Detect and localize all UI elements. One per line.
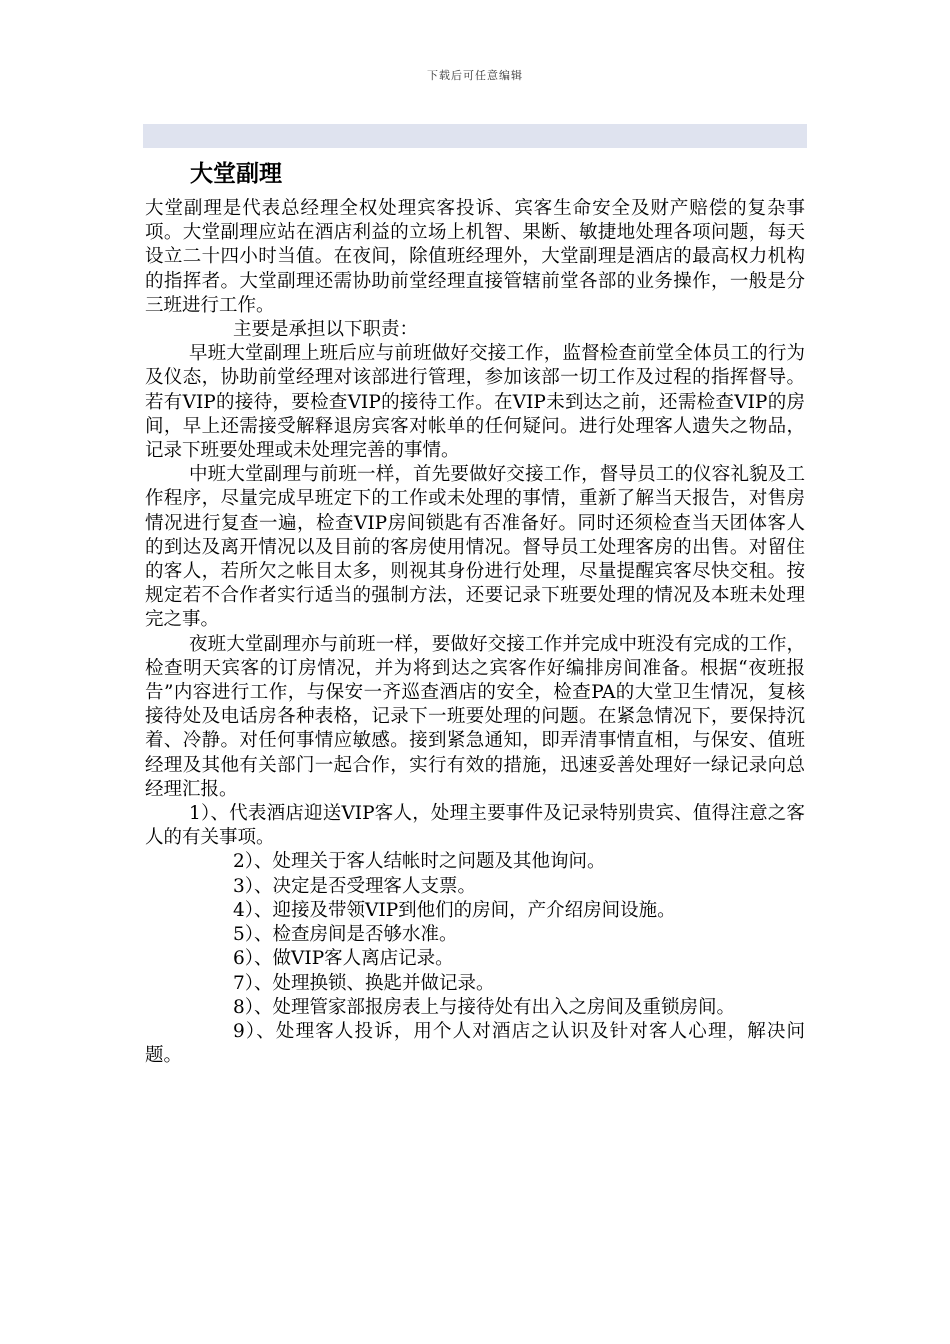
duty-item-6: 6）、做VIP客人离店记录。	[233, 948, 454, 970]
duty-item-8: 8）、处理管家部报房表上与接待处有出入之房间及重锁房间。	[233, 996, 736, 1018]
duty-item-2: 2）、处理关于客人结帐时之问题及其他询问。	[233, 851, 606, 873]
document-title: 大堂副理	[190, 160, 282, 187]
header-band	[143, 124, 807, 148]
duties-heading: 主要是承担以下职责：	[233, 319, 419, 341]
night-shift-paragraph: 夜班大堂副理亦与前班一样，要做好交接工作并完成中班没有完成的工作，检查明天宾客的订房情况，并为将到达之宾客作好编排房间准备。根据“夜班报告”内容进行工作，与保安一齐巡查酒店的安全，检查PA的大堂卫生情况，复核接待处及电话房各种表格，记录下一班要处理的问题。在紧急情况下，要保持沉着、冷静。对任何事情应敏感。接到紧急通知，即弄清事情直相，与保安、值班经理及其他有关部门一起合作，实行有效的措施，迅速妥善处理好一绿记录向总经理汇报。	[145, 633, 805, 800]
document-body	[145, 197, 805, 1068]
duty-item-5: 5）、检查房间是否够水准。	[233, 924, 458, 946]
duty-item-7: 7）、处理换锁、换匙并做记录。	[233, 972, 495, 994]
morning-shift-paragraph: 早班大堂副理上班后应与前班做好交接工作，监督检查前堂全体员工的行为及仪态，协助前堂经理对该部进行管理，参加该部一切工作及过程的指挥督导。若有VIP的接待，要检查VIP的接待工作。在VIP未到达之前，还需检查VIP的房间，早上还需接受解释退房宾客对帐单的任何疑问。进行处理客人遗失之物品，记录下班要处理或未处理完善的事情。	[145, 343, 805, 462]
duty-item-9: 9）、处理客人投诉，用个人对酒店之认识及针对客人心理，解决问题。	[145, 1020, 805, 1067]
duty-item-4: 4）、迎接及带领VIP到他们的房间，产介绍房间设施。	[233, 899, 676, 921]
duty-item-3: 3）、决定是否受理客人支票。	[233, 875, 477, 897]
middle-shift-paragraph: 中班大堂副理与前班一样，首先要做好交接工作，督导员工的仪容礼貌及工作程序，尽量完成早班定下的工作或未处理的事情，重新了解当天报告，对售房情况进行复查一遍，检查VIP房间锁匙有否准备好。同时还须检查当天团体客人的到达及离开情况以及目前的客房使用情况。督导员工处理客房的出售。对留住的客人，若所欠之帐目太多，则视其身份进行处理，尽量提醒宾客尽快交租。按规定若不合作者实行适当的强制方法，还要记录下班要处理的情况及本班未处理完之事。	[145, 464, 805, 631]
header-note: 下载后可任意编辑	[427, 69, 523, 82]
intro-paragraph: 大堂副理是代表总经理全权处理宾客投诉、宾客生命安全及财产赔偿的复杂事项。大堂副理应站在酒店利益的立场上机智、果断、敏捷地处理各项问题，每天设立二十四小时当值。在夜间，除值班经理外，大堂副理是酒店的最高权力机构的指挥者。大堂副理还需协助前堂经理直接管辖前堂各部的业务操作，一般是分三班进行工作。	[145, 198, 805, 316]
duty-item-1: 1）、代表酒店迎送VIP客人，处理主要事件及记录特别贵宾、值得注意之客人的有关事项。	[145, 803, 805, 849]
